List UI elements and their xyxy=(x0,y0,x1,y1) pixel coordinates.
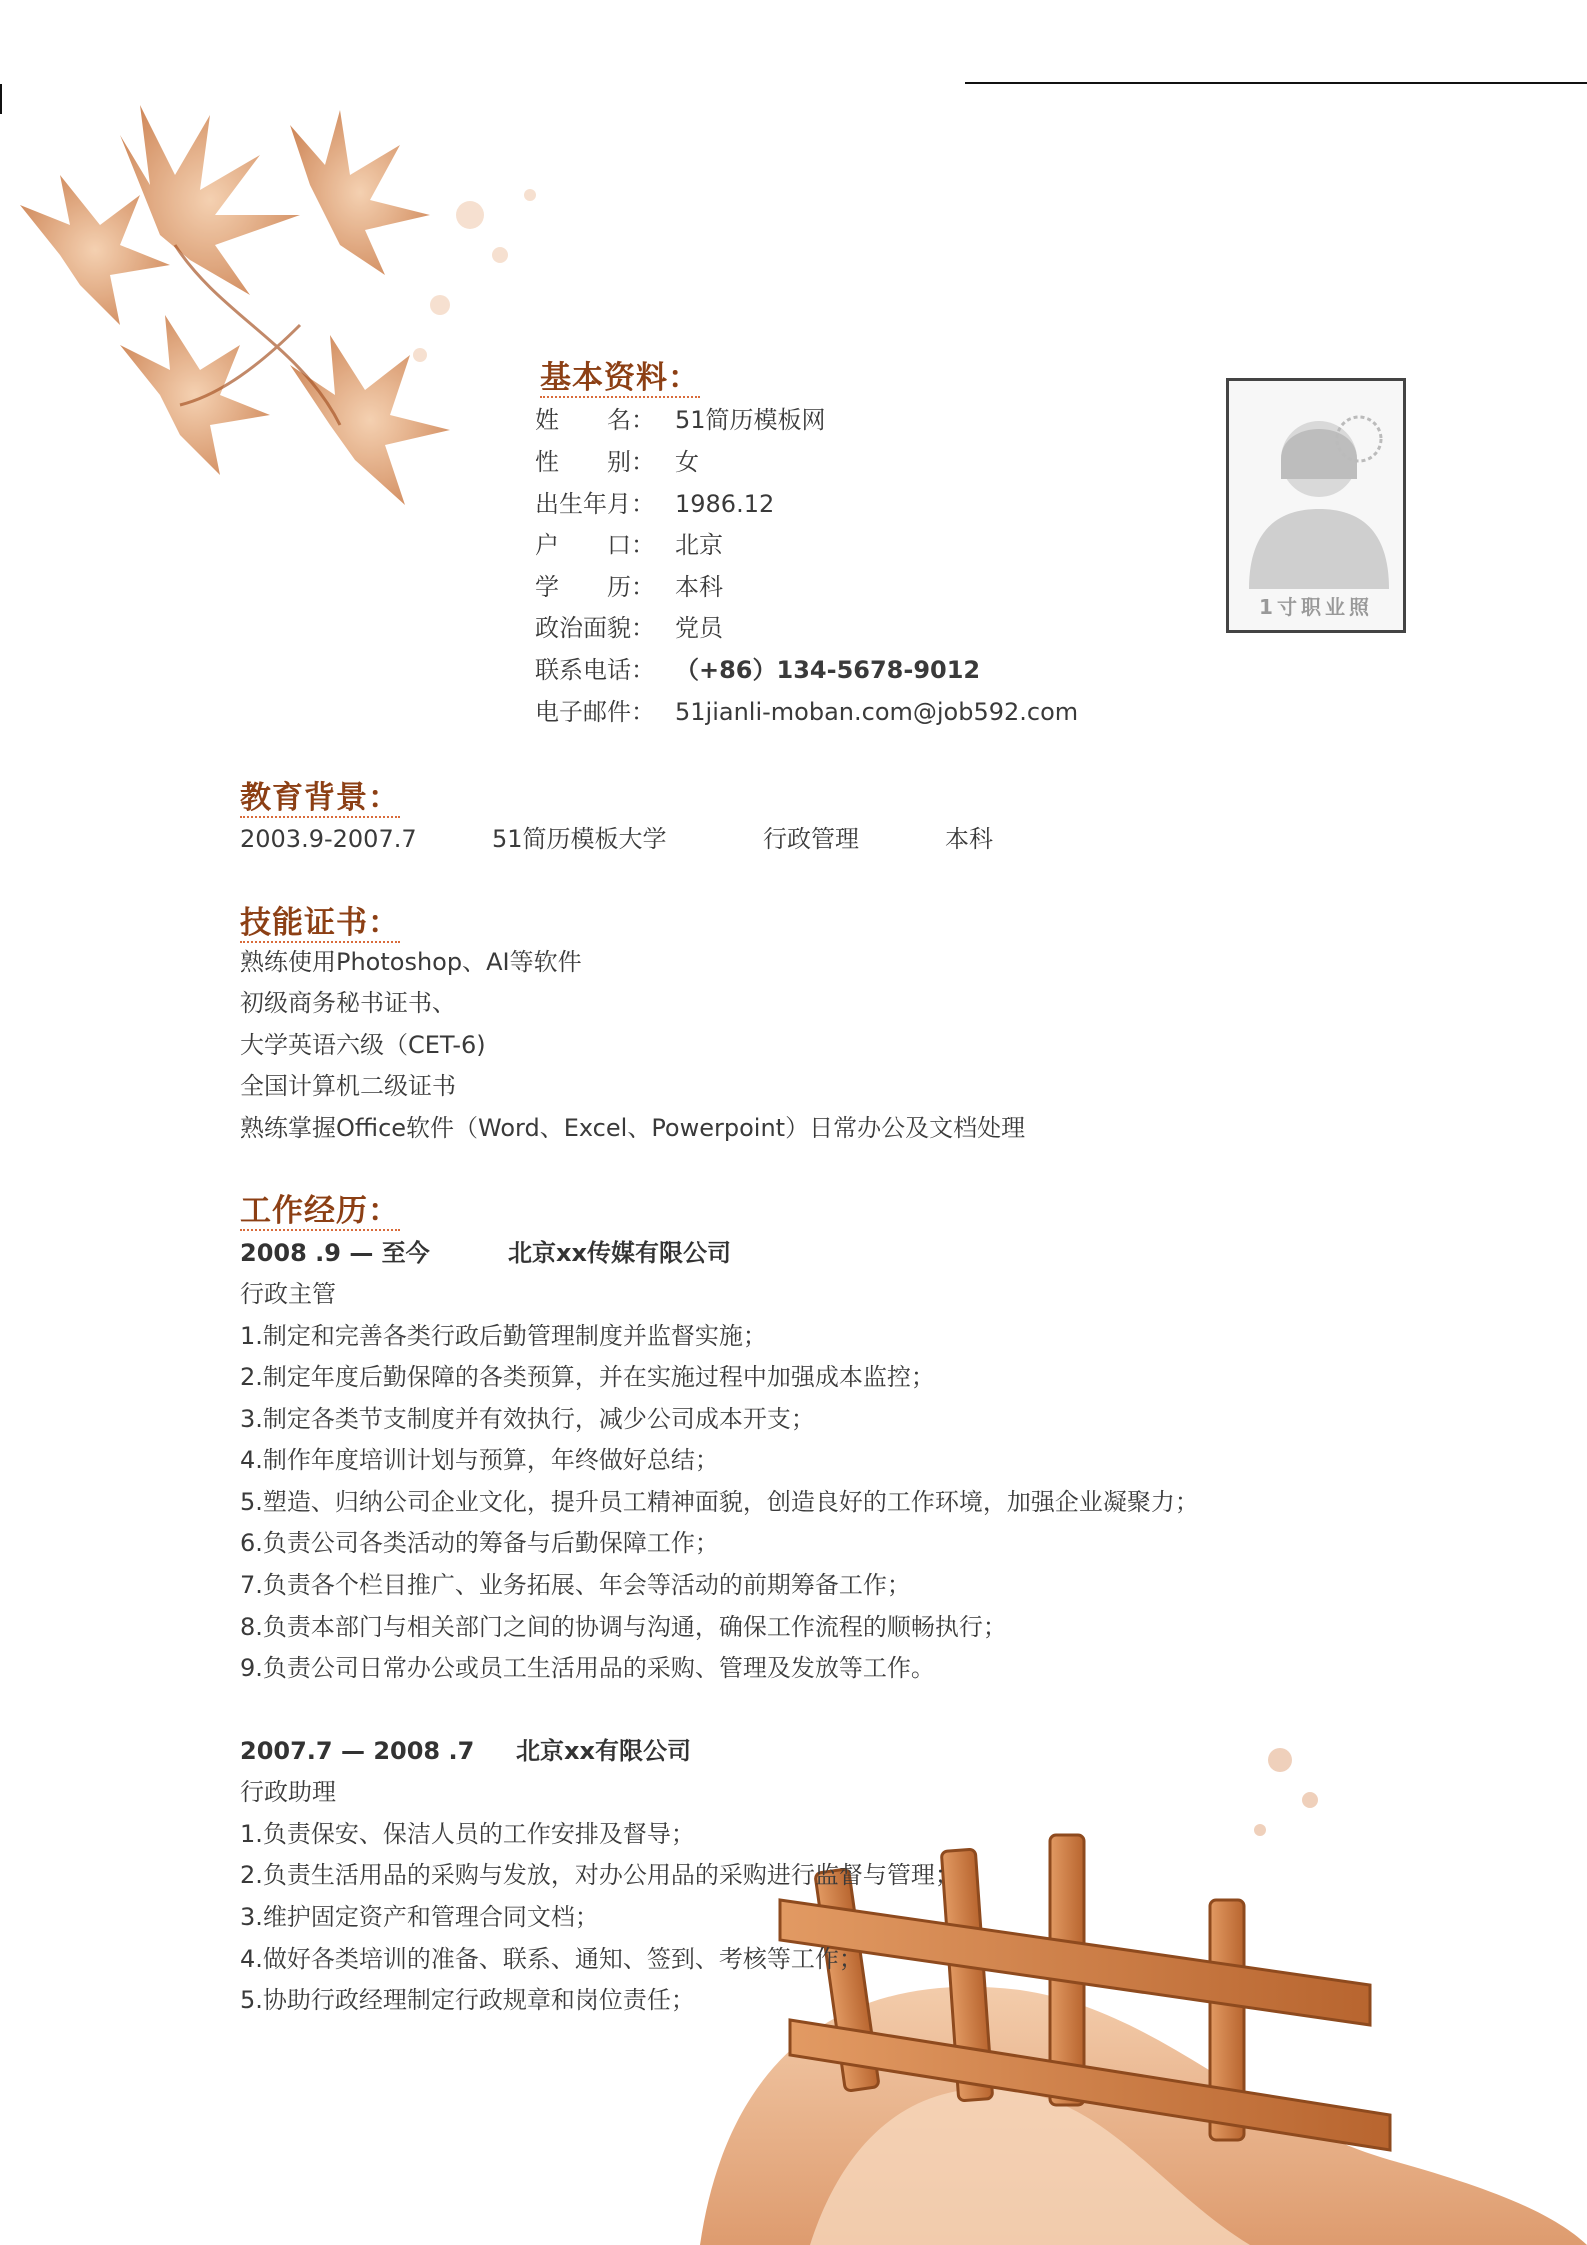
skill-item: 大学英语六级（CET-6) xyxy=(240,1031,486,1059)
job-duty: 4.制作年度培训计划与预算，年终做好总结； xyxy=(240,1446,719,1474)
job-duty: 2.负责生活用品的采购与发放，对办公用品的采购进行监督与管理； xyxy=(240,1861,959,1889)
info-value: 51简历模板网 xyxy=(675,406,826,434)
info-row-email xyxy=(535,697,1078,727)
info-row-phone xyxy=(535,655,980,685)
job-header xyxy=(240,1238,940,1268)
info-label: 性 别： xyxy=(535,448,655,476)
job-duty: 3.制定各类节支制度并有效执行，减少公司成本开支； xyxy=(240,1405,815,1433)
job-title: 行政主管 xyxy=(240,1280,336,1308)
info-label: 联系电话： xyxy=(535,656,655,684)
education-row xyxy=(240,824,1140,854)
info-row-birth xyxy=(535,489,774,519)
job-period: 2007.7 — 2008 .7 xyxy=(240,1737,475,1765)
education-heading: 教育背景： xyxy=(240,780,400,816)
skill-item: 熟练使用Photoshop、AI等软件 xyxy=(240,948,582,976)
maple-leaves-decoration xyxy=(0,95,560,515)
education-major: 行政管理 xyxy=(763,825,859,853)
person-silhouette-icon xyxy=(1229,389,1403,589)
top-rule xyxy=(965,82,1587,84)
education-degree: 本科 xyxy=(945,825,993,853)
photo-caption: 1寸职业照 xyxy=(1259,595,1373,619)
info-row-gender xyxy=(535,447,699,477)
job-duty: 9.负责公司日常办公或员工生活用品的采购、管理及发放等工作。 xyxy=(240,1654,935,1682)
job-company: 北京xx传媒有限公司 xyxy=(508,1239,731,1267)
skill-item: 全国计算机二级证书 xyxy=(240,1072,456,1100)
skills-heading: 技能证书： xyxy=(240,905,400,941)
info-label: 姓 名： xyxy=(535,406,655,434)
education-school: 51简历模板大学 xyxy=(492,825,667,853)
work-heading: 工作经历： xyxy=(240,1193,400,1229)
info-value: 党员 xyxy=(675,614,723,642)
info-row-political xyxy=(535,613,723,643)
info-value: 女 xyxy=(675,448,699,476)
job-company: 北京xx有限公司 xyxy=(516,1737,691,1765)
info-label: 学 历： xyxy=(535,573,655,601)
fence-hill-decoration xyxy=(690,1740,1587,2245)
info-row-hukou xyxy=(535,530,723,560)
info-row-name xyxy=(535,405,826,435)
info-row-education xyxy=(535,572,723,602)
info-label: 户 口： xyxy=(535,531,655,559)
job-duty: 7.负责各个栏目推广、业务拓展、年会等活动的前期筹备工作； xyxy=(240,1571,911,1599)
info-label: 出生年月： xyxy=(535,490,655,518)
basic-info-heading: 基本资料： xyxy=(540,360,700,396)
info-value: 51jianli-moban.com@job592.com xyxy=(675,698,1079,726)
job-duty: 2.制定年度后勤保障的各类预算，并在实施过程中加强成本监控； xyxy=(240,1363,935,1391)
job-title: 行政助理 xyxy=(240,1778,336,1806)
job-period: 2008 .9 — 至今 xyxy=(240,1239,430,1267)
job-duty: 1.负责保安、保洁人员的工作安排及督导； xyxy=(240,1820,695,1848)
info-value: （+86）134-5678-9012 xyxy=(675,656,981,684)
info-value: 1986.12 xyxy=(675,490,775,518)
job-duty: 4.做好各类培训的准备、联系、通知、签到、考核等工作； xyxy=(240,1945,863,1973)
job-header xyxy=(240,1736,940,1766)
job-duty: 6.负责公司各类活动的筹备与后勤保障工作； xyxy=(240,1529,719,1557)
skill-item: 熟练掌握Office软件（Word、Excel、Powerpoint）日常办公及文档处理 xyxy=(240,1114,1026,1142)
job-duty: 1.制定和完善各类行政后勤管理制度并监督实施； xyxy=(240,1322,767,1350)
info-label: 政治面貌： xyxy=(535,614,655,642)
info-value: 本科 xyxy=(675,573,723,601)
job-duty: 5.协助行政经理制定行政规章和岗位责任； xyxy=(240,1986,695,2014)
job-duty: 3.维护固定资产和管理合同文档； xyxy=(240,1903,599,1931)
education-period: 2003.9-2007.7 xyxy=(240,825,417,853)
skill-item: 初级商务秘书证书、 xyxy=(240,989,456,1017)
profile-photo xyxy=(1226,378,1406,633)
info-label: 电子邮件： xyxy=(535,698,655,726)
info-value: 北京 xyxy=(675,531,723,559)
job-duty: 5.塑造、归纳公司企业文化，提升员工精神面貌，创造良好的工作环境，加强企业凝聚力； xyxy=(240,1488,1199,1516)
job-duty: 8.负责本部门与相关部门之间的协调与沟通，确保工作流程的顺畅执行； xyxy=(240,1613,1007,1641)
